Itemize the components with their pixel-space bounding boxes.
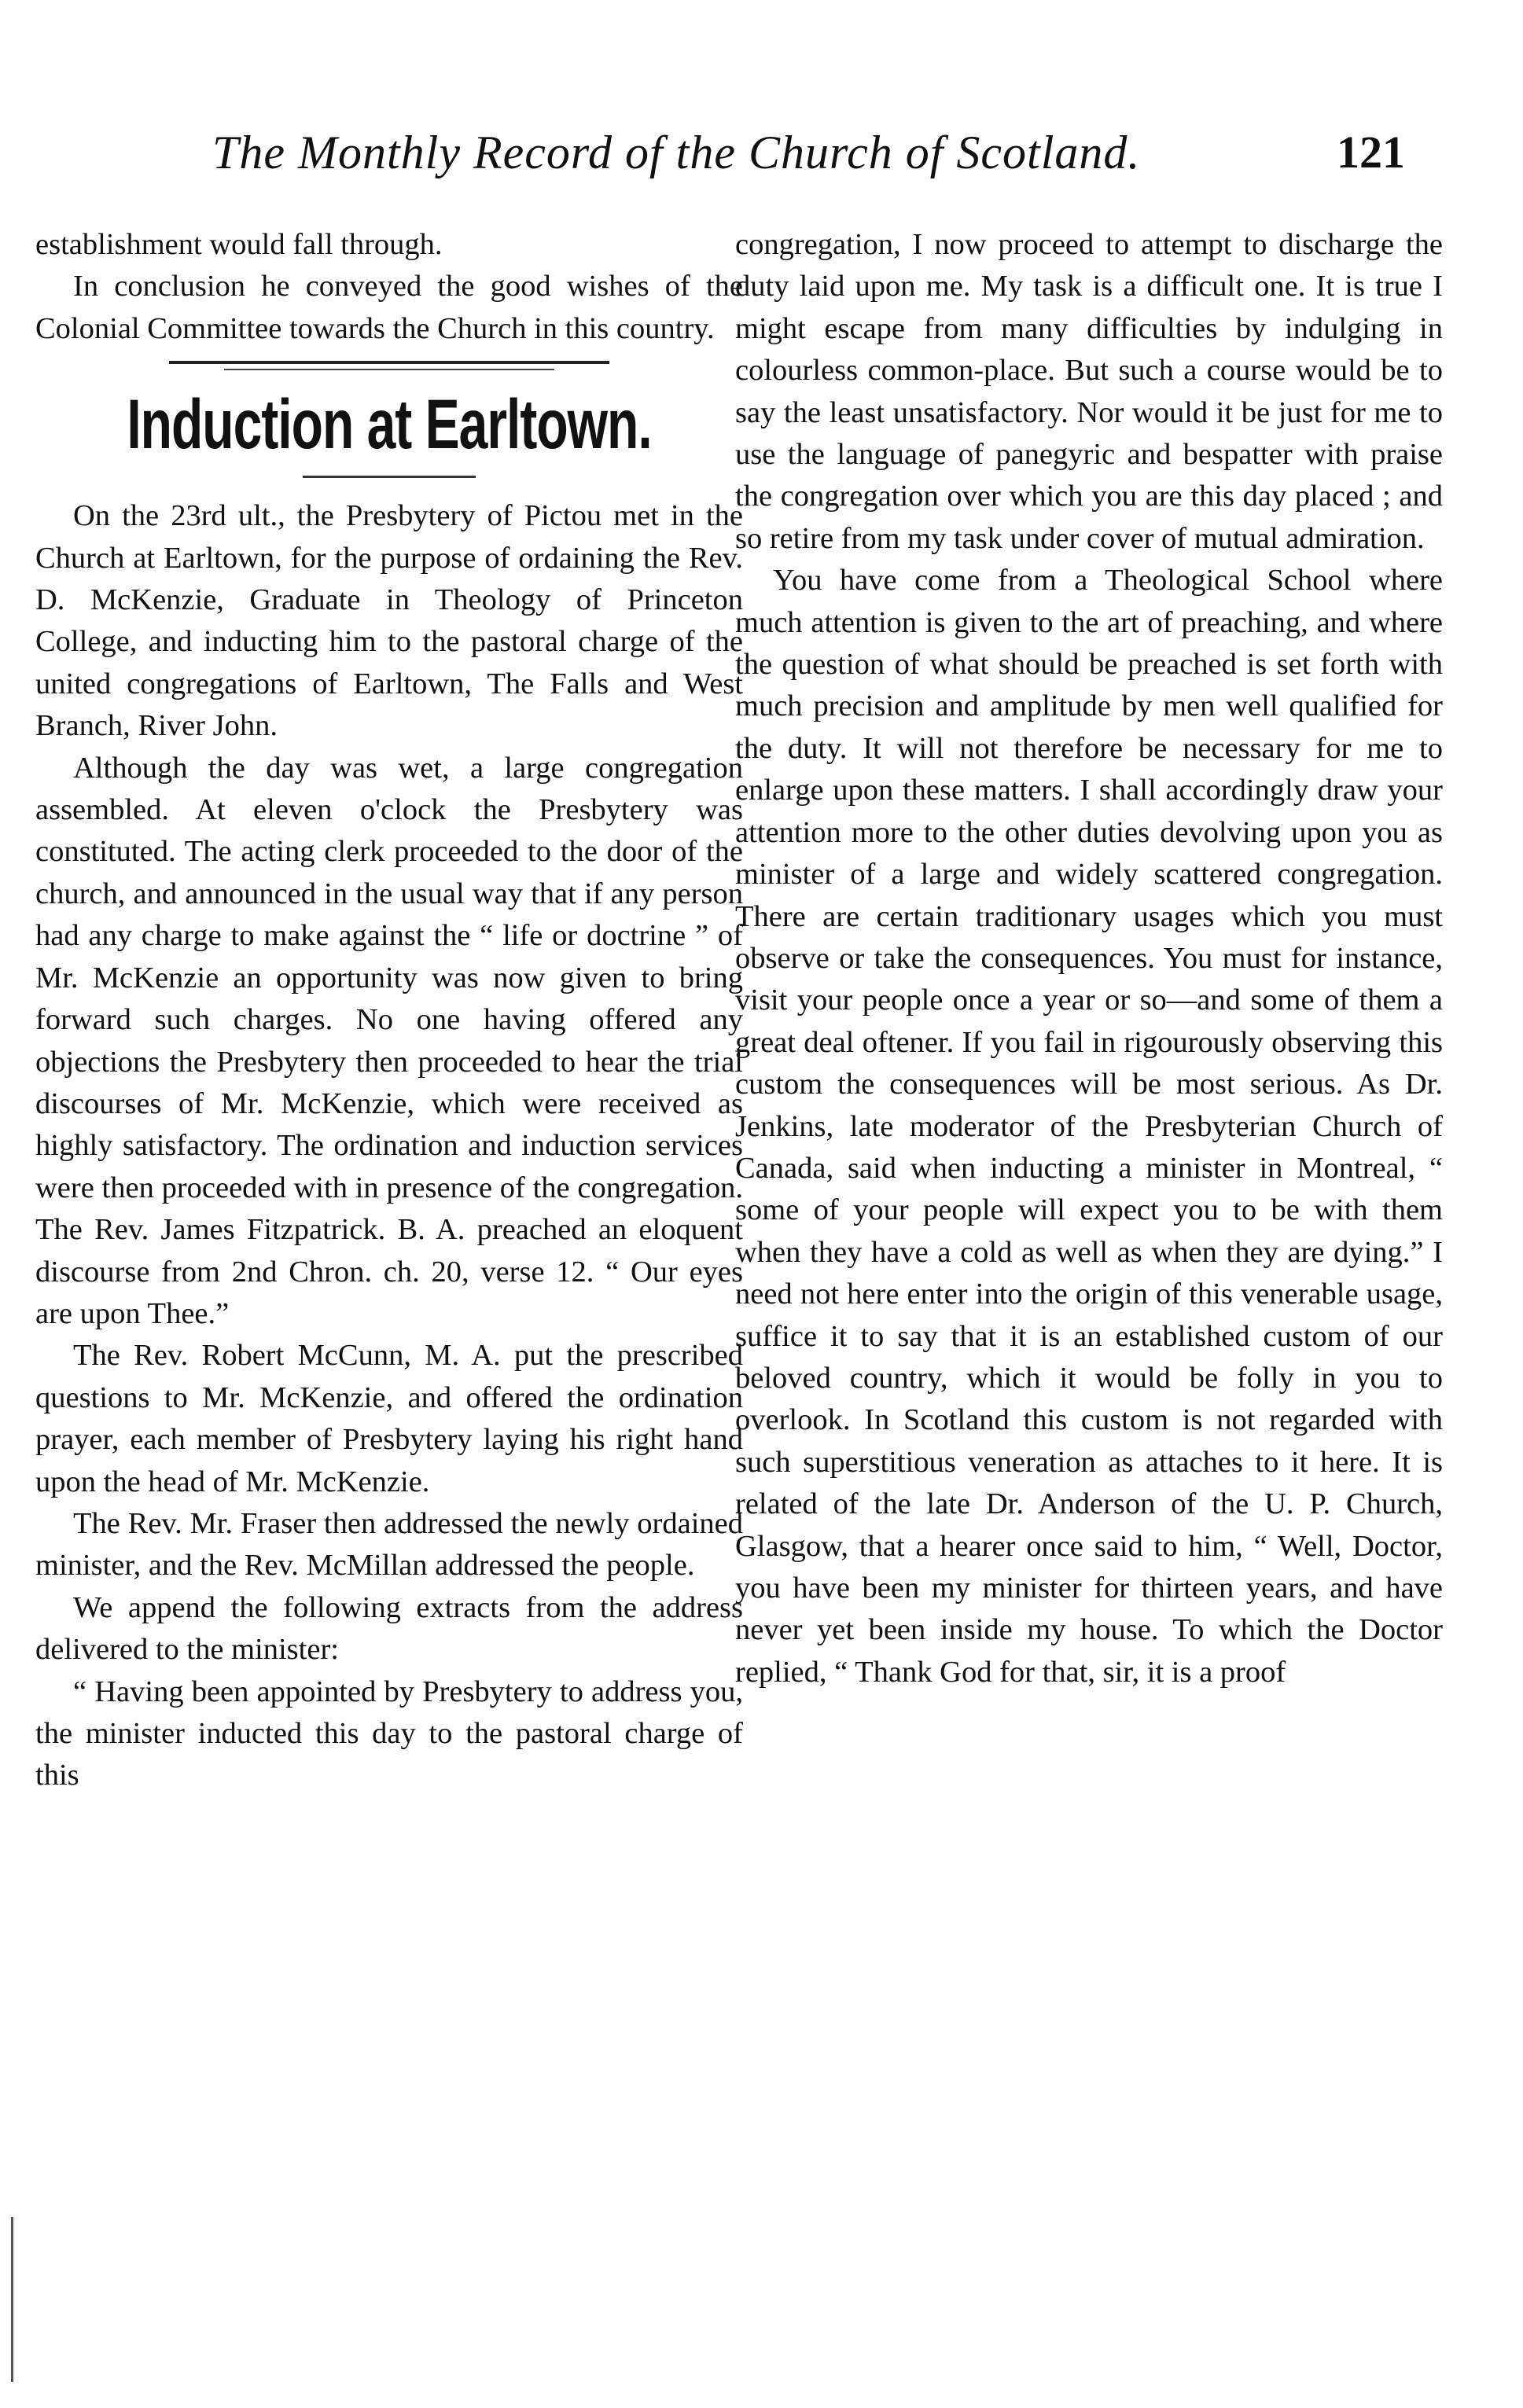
article-paragraph-6: “ Having been appointed by Presbytery to address you, the minister inducted this day to the pastoral charge of this <box>35 1675 743 1792</box>
article-paragraph-1: On the 23rd ult., the Presbytery of Pictou met in the Church at Earltown, for the purpose of ordaining the Rev. D. McKenzie, Graduate in Theology of Princeton College, and inducting him to the pastoral charge of the united congregations of Earltown, The Falls and West Branch, River John. <box>35 499 743 743</box>
left-column <box>35 224 743 1797</box>
article-paragraph-5: We append the following extracts from the address delivered to the minister: <box>35 1590 743 1667</box>
article-paragraph-4: The Rev. Mr. Fraser then addressed the newly ordained minister, and the Rev. McMillan addressed the people. <box>35 1506 743 1583</box>
running-title: The Monthly Record of the Church of Scotland. <box>212 127 1141 178</box>
address-paragraph-1: You have come from a Theological School where much attention is given to the art of preaching, and where the question of what should be preached is set forth with much precision and amplitude by men well qualified for the duty. It will not therefore be necessary for me to enlarge upon these matters. I shall accordingly draw your attention more to the other duties devolving upon you as minister of a large and widely scattered congregation. There are certain traditionary usages which you must observe or take the consequences. You must for instance, visit your people once a year or so—and some of them a great deal oftener. If you fail in rigourously observing this custom the consequences will be most serious. As Dr. Jenkins, late moderator of the Presbyterian Church of Canada, said when inducting a minister in Montreal, “ some of your people will expect you to be with them when they have a cold as well as when they are dying.” I need not here enter into the origin of this venerable usage, suffice it to say that it is an established custom of our beloved country, which it would be folly in you to overlook. In Scotland this custom is not regarded with such superstitious veneration as attaches to it here. It is related of the late Dr. Anderson of the U. P. Church, Glasgow, that a hearer once said to him, “ Well, Doctor, you have been my minister for thirteen years, and have never yet been inside my house. To which the Doctor replied, “ Thank God for that, sir, it is a proof <box>735 564 1443 1689</box>
section-divider-thin <box>224 369 554 370</box>
page-header <box>0 118 1523 197</box>
page-number: 121 <box>1337 127 1405 178</box>
margin-mark <box>11 2217 13 2382</box>
article-paragraph-3: The Rev. Robert McCunn, M. A. put the prescribed questions to Mr. McKenzie, and offered the ordination prayer, each member of Presbytery laying his right hand upon the head of Mr. McKenzie. <box>35 1339 743 1498</box>
article-title: Induction at Earltown. <box>127 384 652 464</box>
right-column <box>735 224 1443 1693</box>
continuation-text: establishment would fall through. <box>35 228 443 261</box>
title-underline <box>303 476 476 478</box>
conclusion-paragraph: In conclusion he conveyed the good wishes of the Colonial Committee towards the Church in this country. <box>35 270 743 345</box>
article-paragraph-2: Although the day was wet, a large congregation assembled. At eleven o'clock the Presbytery was constituted. The acting clerk proceeded to the door of the church, and announced in the usual way that if any person had any charge to make against the “ life or doctrine ” of Mr. McKenzie an opportunity was now given to bring forward such charges. No one having offered any objections the Presbytery then proceeded to hear the trial discourses of Mr. McKenzie, which were received as highly satisfactory. The ordination and induction services were then proceeded with in presence of the congregation. The Rev. James Fitzpatrick. B. A. preached an eloquent discourse from 2nd Chron. ch. 20, verse 12. “ Our eyes are upon Thee.” <box>35 751 743 1330</box>
address-continuation: congregation, I now proceed to attempt to discharge the duty laid upon me. My task is a difficult one. It is true I might escape from many difficulties by indulging in colourless common-place. But such a course would be to say the least unsatisfactory. Nor would it be just for me to use the language of panegyric and bespatter with praise the congregation over which you are this day placed ; and so retire from my task under cover of mutual admiration. <box>735 228 1443 555</box>
section-divider <box>169 361 609 364</box>
